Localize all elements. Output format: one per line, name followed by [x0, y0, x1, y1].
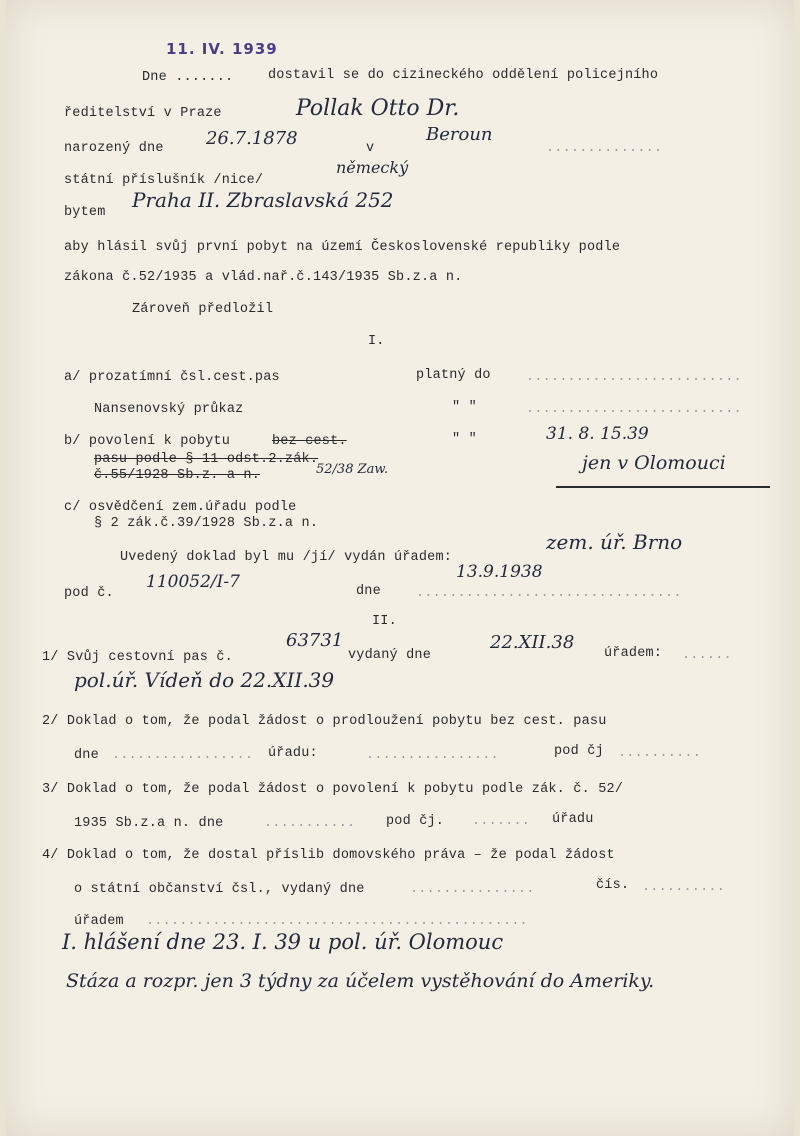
c-line2: § 2 zák.č.39/1928 Sb.z.a n.	[94, 516, 319, 531]
passport-date-handwritten: 22.XII.38	[490, 632, 575, 653]
c-line1: c/ osvědčení zem.úřadu podle	[64, 500, 297, 515]
document-sheet	[6, 0, 794, 1136]
nationality-handwritten: německý	[336, 158, 409, 177]
ii2-d: pod čj	[554, 744, 604, 759]
birth-place-handwritten: Beroun	[426, 124, 493, 145]
ii2-b: dne	[74, 748, 99, 763]
birth-date-handwritten: 26.7.1878	[206, 128, 298, 149]
dots-ii2-3: ..........	[618, 746, 702, 761]
nationality-label: státní příslušník /nice/	[64, 173, 264, 188]
b-ditto: " "	[452, 432, 477, 447]
permit-note-handwritten: 52/38 Zaw.	[316, 462, 389, 477]
address-handwritten: Praha II. Zbraslavská 252	[132, 188, 394, 212]
date-stamp: 11. IV. 1939	[166, 40, 278, 58]
nansen-label: Nansenovský průkaz	[94, 402, 244, 417]
purpose-line1: aby hlásil svůj první pobyt na území Československé republiky podle	[64, 240, 621, 255]
also-presented: Zároveň předložil	[132, 302, 274, 317]
ii1-a: 1/ Svůj cestovní pas č.	[42, 650, 233, 665]
ii3-c: pod čj.	[386, 814, 445, 829]
purpose-line2: zákona č.52/1935 a vlád.nař.č.143/1935 Sb.z.a n.	[64, 270, 463, 285]
passport-office-handwritten: pol.úř. Vídeň do 22.XII.39	[74, 668, 335, 692]
ii4-d: úřadem	[74, 914, 124, 929]
line1-start: Dne .......	[142, 70, 234, 85]
ii2-a: 2/ Doklad o tom, že podal žádost o prodloužení pobytu bez cest. pasu	[42, 714, 607, 729]
under-no-label: pod č.	[64, 586, 114, 601]
date-label: dne	[356, 584, 381, 599]
note2-handwritten: Stáza a rozpr. jen 3 týdny za účelem vystěhování do Ameriky.	[66, 970, 655, 992]
ii3-a: 3/ Doklad o tom, že podal žádost o povolení k pobytu podle zák. č. 52/	[42, 782, 624, 797]
line1-rest: dostavil se do cizineckého oddělení policejního	[268, 68, 659, 83]
dots-nansen: ..........................	[526, 402, 742, 417]
dots-a: ..........................	[526, 370, 742, 385]
ii4-b: o státní občanství čsl., vydaný dne	[74, 882, 365, 897]
residence-label: bytem	[64, 205, 106, 220]
a-label: a/ prozatímní čsl.cest.pas	[64, 370, 280, 385]
nansen-ditto: " "	[452, 400, 477, 415]
dots-ii4-2: ..........	[642, 880, 726, 895]
permit-underline	[556, 486, 770, 488]
note1-handwritten: I. hlášení dne 23. I. 39 u pol. úř. Olomouc	[62, 930, 504, 954]
b-line3-struck: č.55/1928 Sb.z. a n.	[94, 468, 261, 483]
dots-ii3-2: .......	[472, 814, 531, 829]
ref-number-handwritten: 110052/I-7	[146, 572, 240, 592]
b-line2-struck: pasu podle § 11 odst.2.zák.	[94, 452, 319, 467]
section-two: II.	[372, 614, 397, 629]
line2-label: ředitelství v Praze	[64, 106, 222, 121]
ii3-d: úřadu	[552, 812, 594, 827]
passport-no-handwritten: 63731	[286, 630, 344, 651]
ii3-b: 1935 Sb.z.a n. dne	[74, 816, 224, 831]
dots-ii4-3: ..............................................	[146, 914, 528, 929]
ii1-b: vydaný dne	[348, 648, 432, 663]
dots-ii2-2: ................	[366, 748, 499, 763]
section-one: I.	[368, 334, 385, 349]
permit-city-handwritten: jen v Olomouci	[582, 452, 726, 474]
b-line1-struck: bez cest.	[272, 434, 347, 449]
born-in-label: v	[366, 141, 375, 156]
ii2-c: úřadu:	[268, 746, 318, 761]
name-handwritten: Pollak Otto Dr.	[296, 96, 460, 121]
born-label: narozený dne	[64, 141, 164, 156]
ii1-c: úřadem:	[604, 646, 663, 661]
dots-ii1: ......	[682, 648, 732, 663]
dots-ii2-1: .................	[112, 748, 254, 763]
office-handwritten: zem. úř. Brno	[546, 530, 683, 554]
ref-date-handwritten: 13.9.1938	[456, 562, 543, 582]
ii4-a: 4/ Doklad o tom, že dostal příslib domovského práva – že podal žádost	[42, 848, 615, 863]
a-valid: platný do	[416, 368, 491, 383]
dots-ii4-1: ...............	[410, 882, 535, 897]
permit-date-handwritten: 31. 8. 15.39	[546, 424, 649, 444]
ii4-c: čís.	[596, 878, 630, 893]
dots-born: ..............	[546, 141, 663, 156]
issued-by-label: Uvedený doklad byl mu /jí/ vydán úřadem:	[120, 550, 453, 565]
dots-ref: ................................	[416, 586, 682, 601]
b-line1-plain: b/ povolení k pobytu	[64, 434, 231, 449]
dots-ii3-1: ...........	[264, 816, 356, 831]
